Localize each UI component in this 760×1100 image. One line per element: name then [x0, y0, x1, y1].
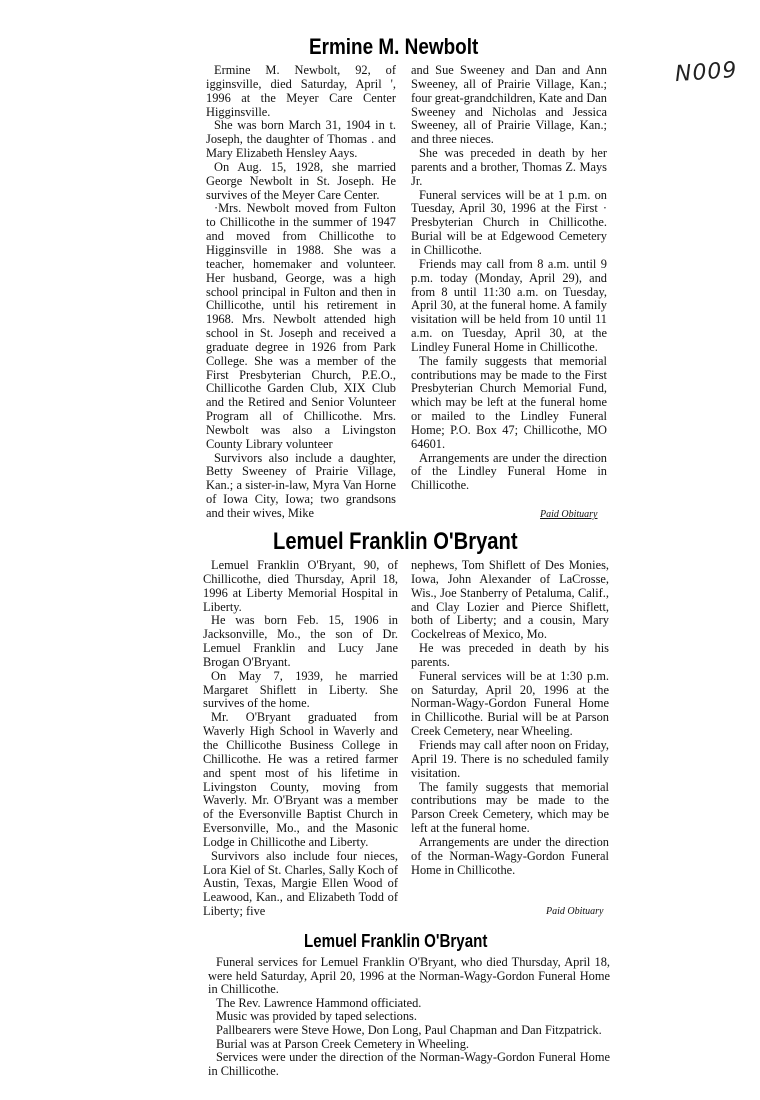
paragraph: Funeral services for Lemuel Franklin O'Bryant, who died Thursday, April 18, were held Saturday, April 20, 1996 at the Norman-Wagy-Gordon Funeral Home in Chillicothe. — [208, 955, 610, 997]
paragraph: Survivors also include four nieces, Lora Kiel of St. Charles, Sally Koch of Austin, Texas, Margie Ellen Wood of Leawood, Kan., and Elizabeth Todd of Liberty; five — [203, 848, 398, 919]
paragraph: On Aug. 15, 1928, she married George Newbolt in St. Joseph. He survives of the Meyer Care Center. — [206, 159, 396, 202]
paragraph: and Sue Sweeney and Dan and Ann Sweeney, all of Prairie Village, Kan.; four great-grandchildren, Kate and Dan Sweeney and Nicholas and Jessica Sweeney, all of Prairie Village, Kan.; and three nieces. — [411, 63, 607, 147]
paragraph: Funeral services will be at 1:30 p.m. on Saturday, April 20, 1996 at the Norman-Wagy-Gordon Funeral Home in Chillicothe. Burial will be at Parson Creek Cemetery, near Wheeling. — [411, 668, 609, 739]
obituary-column-right — [411, 64, 607, 493]
paragraph: Mr. O'Bryant graduated from Waverly High School in Waverly and the Chillicothe Business College in Chillicothe. He was a retired farmer and spent most of his lifetime in Livingston County, moving from Waverly. Mr. O'Bryant was a member of the Eversonville Baptist Church in Eversonville, Mo., and the Masonic Lodge in Chillicothe and Liberty. — [203, 710, 398, 849]
paragraph: Services were under the direction of the Norman-Wagy-Gordon Funeral Home in Chillicothe. — [208, 1050, 610, 1078]
paragraph: He was born Feb. 15, 1906 in Jacksonville, Mo., the son of Dr. Lemuel Franklin and Lucy Jane Brogan O'Bryant. — [203, 613, 398, 669]
obituary-headline: Lemuel Franklin O'Bryant — [273, 528, 518, 555]
paid-obituary-label: Paid Obituary — [540, 509, 598, 520]
services-headline: Lemuel Franklin O'Bryant — [304, 931, 488, 951]
paragraph: Friends may call after noon on Friday, April 19. There is no scheduled family visitation. — [411, 737, 609, 780]
paragraph: Ermine M. Newbolt, 92, of igginsville, died Saturday, April ', 1996 at the Meyer Care Center Higginsville. — [206, 63, 396, 119]
paragraph: Survivors also include a daughter, Betty Sweeney of Prairie Village, Kan.; a sister-in-law, Myra Van Horne of Iowa City, Iowa; two grandsons and their wives, Mike — [206, 450, 396, 520]
paragraph: On May 7, 1939, he married Margaret Shiflett in Liberty. She survives of the home. — [203, 668, 398, 711]
paragraph: Pallbearers were Steve Howe, Don Long, Paul Chapman and Dan Fitzpatrick. — [216, 1022, 602, 1037]
paragraph: Arrangements are under the direction of the Norman-Wagy-Gordon Funeral Home in Chillicothe. — [411, 834, 609, 877]
paragraph: He was preceded in death by his parents. — [411, 641, 609, 669]
obituary-column-right — [411, 559, 609, 877]
paragraph: She was preceded in death by her parents and a brother, Thomas Z. Mays Jr. — [411, 146, 607, 188]
paragraph: The family suggests that memorial contributions may be made to the Parson Creek Cemetery, which may be left at the funeral home. — [411, 779, 609, 836]
paragraph: The family suggests that memorial contributions may be made to the First Presbyterian Church Memorial Fund, which may be left at the funeral home or mailed to the Lindley Funeral Home; P.O. Box 47; Chillicothe, MO 64601. — [411, 353, 607, 451]
paragraph: Burial was at Parson Creek Cemetery in Wheeling. — [216, 1036, 470, 1051]
obituary-column-left — [206, 64, 396, 521]
paragraph: She was born March 31, 1904 in t. Joseph, the daughter of Thomas . and Mary Elizabeth Hensley Aays. — [206, 118, 396, 161]
paragraph: ·Mrs. Newbolt moved from Fulton to Chillicothe in the summer of 1947 and moved from Chillicothe to Higginsville in 1988. She was a teacher, homemaker and volunteer. Her husband, George, was a high school principal in Fulton and then in Chillicothe, until his retirement in 1968. Mrs. Newbolt attended high school in St. Joseph and received a graduate degree in 1926 from Park College. She was a member of the First Presbyterian Church, P.E.O., Chillicothe Garden Club, XIX Club and the Retired and Senior Volunteer Program all of Chillicothe. Mrs. Newbolt was also a Livingston County Library volunteer — [206, 201, 396, 451]
paragraph: Friends may call from 8 a.m. until 9 p.m. today (Monday, April 29), and from 8 until 11:30 a.m. on Tuesday, April 30, at the funeral home. A family visitation will be held from 10 until 11 a.m. on Tuesday, April 30, at the Lindley Funeral Home in Chillicothe. — [411, 256, 607, 354]
paragraph: The Rev. Lawrence Hammond officiated. — [216, 995, 422, 1010]
paragraph: Music was provided by taped selections. — [216, 1009, 417, 1024]
paragraph: Lemuel Franklin O'Bryant, 90, of Chillicothe, died Thursday, April 18, 1996 at Liberty Memorial Hospital in Liberty. — [203, 558, 398, 614]
obituary-column-left — [203, 559, 398, 919]
paid-obituary-label: Paid Obituary — [546, 906, 604, 917]
paragraph: nephews, Tom Shiflett of Des Monies, Iowa, John Alexander of LaCrosse, Wis., Joe Stanberry of Petaluma, Calif., and Clay Lozier and Pierce Shiflett, both of Liberty; and a cousin, Mary Cockelreas of Mexico, Mo. — [411, 558, 609, 642]
paragraph: Arrangements are under the direction of the Lindley Funeral Home in Chillicothe. — [411, 450, 607, 493]
handwritten-note: N009 — [674, 57, 739, 88]
paragraph: Funeral services will be at 1 p.m. on Tuesday, April 30, 1996 at the First · Presbyterian Church in Chillicothe. Burial will be at Edgewood Cemetery in Chillicothe. — [411, 187, 607, 257]
obituary-headline: Ermine M. Newbolt — [309, 34, 479, 59]
services-body — [208, 956, 610, 1078]
